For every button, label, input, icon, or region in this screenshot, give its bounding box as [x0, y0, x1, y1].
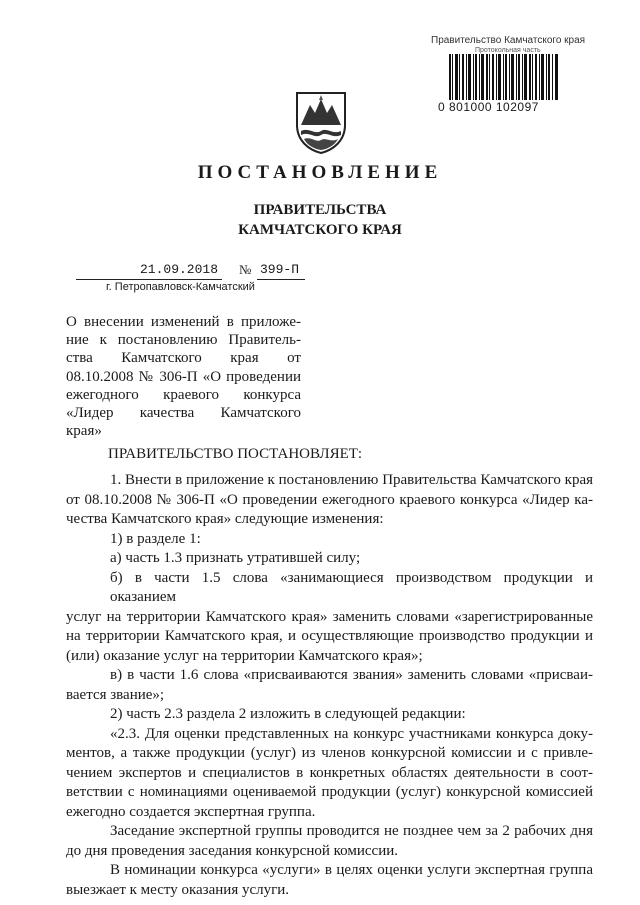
body-line: до дня проведения заседания конкурсной комиссии. — [66, 842, 399, 859]
body-line: чением экспертов и специалистов в конкретных областях деятельности в соот- — [66, 764, 593, 781]
body-line: Заседание экспертной группы проводится не позднее чем за 2 рабочих дня — [110, 823, 593, 839]
number-label: № — [239, 262, 252, 277]
registration-stamp-org: Правительство Камчатского края — [431, 35, 586, 46]
document-number: 399-П — [260, 262, 300, 277]
subject-line: ежегодного краевого конкурса — [66, 386, 301, 403]
body-line: 1. Внести в приложение к постановлению Правительства Камчатского края — [110, 472, 593, 488]
kamchatka-coat-of-arms-emblem — [295, 91, 347, 155]
body-line: б) в части 1.5 слова «занимающиеся производством продукции и оказанием — [110, 569, 593, 605]
document-date: 21.09.2018 — [140, 262, 219, 277]
body-line: на территории Камчатского края, и осуществляющие производство продукции и — [66, 628, 593, 644]
document-title: ПОСТАНОВЛЕНИЕ — [197, 162, 443, 183]
barcode-number: 0 801000 102097 — [438, 100, 539, 114]
body-line: 2) часть 2.3 раздела 2 изложить в следующей редакции: — [110, 706, 466, 722]
body-line: 1) в разделе 1: — [110, 530, 201, 547]
body-line: от 08.10.2008 № 306-П «О проведении ежегодного краевого конкурса «Лидер ка- — [66, 491, 593, 508]
number-underline — [257, 279, 305, 280]
body-line: В номинации конкурса «услуги» в целях оценки услуги экспертная группа — [110, 862, 593, 878]
subject-line: ние к постановлению Правитель- — [66, 332, 301, 349]
document-subject — [66, 313, 301, 440]
body-line: ментов, а также продукции (услуг) из членов конкурсной комиссии и с привле- — [66, 745, 593, 761]
body-line: выезжает к месту оказания услуги. — [66, 881, 290, 898]
body-line: ежегодно создается экспертная группа. — [66, 803, 316, 820]
body-line: (или) оказание услуг на территории Камчатского края»; — [66, 647, 423, 664]
body-line: ветствии с номинациями оцениваемой продукции (услуг) конкурсной комиссией — [66, 784, 593, 800]
subject-line: ства Камчатского края от — [66, 350, 301, 367]
body-line: а) часть 1.3 признать утратившей силу; — [110, 550, 361, 566]
date-underline — [76, 279, 222, 280]
issuer-line: ПРАВИТЕЛЬСТВА — [253, 202, 387, 218]
body-line: услуг на территории Камчатского края» заменить словами «зарегистрированные — [66, 608, 593, 625]
subject-line: края» — [66, 423, 102, 440]
barcode — [449, 54, 559, 100]
subject-line: 08.10.2008 № 306-П «О проведении — [66, 368, 301, 385]
city-line: г. Петропавловск-Камчатский — [106, 281, 255, 293]
issuer-line: КАМЧАТСКОГО КРАЯ — [238, 222, 402, 238]
body-line: чества Камчатского края» следующие изменения: — [66, 511, 384, 527]
registration-stamp-subtitle: Протокольная часть — [475, 47, 541, 54]
body-line: «2.3. Для оценки представленных на конкурс участниками конкурса доку- — [110, 725, 593, 742]
body-line: вается звание»; — [66, 686, 165, 703]
subject-line: «Лидер качества Камчатского — [66, 405, 301, 422]
subject-line: О внесении изменений в приложе- — [66, 314, 301, 330]
body-line: в) в части 1.6 слова «присваиваются звания» заменить словами «присваи- — [110, 667, 593, 683]
resolves-heading: ПРАВИТЕЛЬСТВО ПОСТАНОВЛЯЕТ: — [108, 446, 363, 462]
document-body — [66, 471, 593, 900]
issuer-heading — [0, 200, 640, 240]
